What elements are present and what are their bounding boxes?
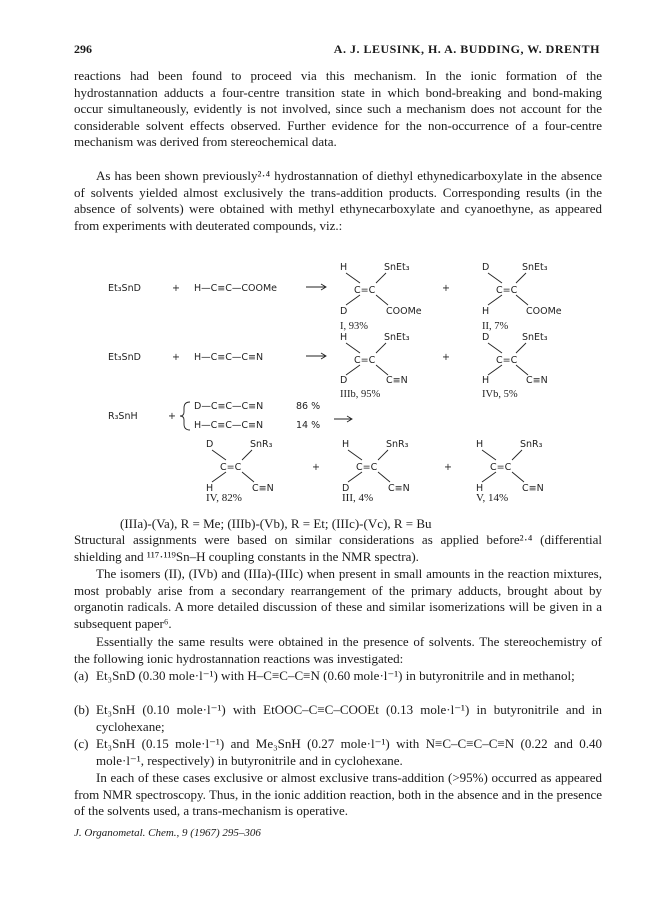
svg-text:I, 93%: I, 93% bbox=[340, 321, 368, 332]
svg-text:D: D bbox=[340, 375, 348, 386]
svg-text:H: H bbox=[342, 439, 350, 450]
running-header: A. J. LEUSINK, H. A. BUDDING, W. DRENTH bbox=[333, 42, 600, 56]
svg-text:H: H bbox=[340, 332, 348, 343]
svg-text:SnR₃: SnR₃ bbox=[250, 439, 273, 450]
svg-text:C≡N: C≡N bbox=[388, 483, 410, 494]
r2-plus-2: + bbox=[442, 352, 450, 363]
svg-text:SnR₃: SnR₃ bbox=[520, 439, 543, 450]
r1-product-1 bbox=[340, 262, 422, 332]
list-item-text: Et₃SnH (0.10 mole·l⁻¹) with EtOOC–C≡C–COOEt (0.13 mole·l⁻¹) in butyronitrile and in cyclohexane; bbox=[96, 702, 602, 734]
reaction-scheme bbox=[0, 256, 672, 496]
r2-reagent: Et₃SnD bbox=[108, 352, 141, 363]
list-item-text: Et₃SnH (0.15 mole·l⁻¹) and Me₃SnH (0.27 mole·l⁻¹) with N≡C–C≡C–C≡N (0.22 and 0.40 mole·l⁻¹, respectively) in butyronitrile and in cyclohexane. bbox=[96, 736, 602, 768]
r3-product-1 bbox=[206, 439, 274, 494]
list-item-label: (a) bbox=[74, 668, 89, 683]
journal-citation: J. Organometal. Chem., 9 (1967) 295–306 bbox=[74, 827, 261, 839]
r1-alkyne: H—C≡C—COOMe bbox=[194, 283, 277, 294]
r3-label-iii: III, 4% bbox=[342, 492, 374, 504]
svg-text:C≡N: C≡N bbox=[522, 483, 544, 494]
r3-product-2 bbox=[342, 439, 410, 494]
svg-text:SnEt₃: SnEt₃ bbox=[522, 262, 548, 273]
svg-text:H: H bbox=[340, 262, 348, 273]
list-item-a bbox=[74, 668, 602, 685]
svg-text:H: H bbox=[206, 483, 214, 494]
paragraph-3: Structural assignments were based on similar considerations as applied before²·⁴ (differential shielding and ¹¹⁷·¹¹⁹Sn–H coupling constants in the NMR spectra). bbox=[74, 532, 602, 564]
r3-reagent: R₃SnH bbox=[108, 411, 138, 422]
svg-text:D: D bbox=[206, 439, 214, 450]
svg-text:C=C: C=C bbox=[496, 355, 518, 366]
page-number: 296 bbox=[74, 42, 92, 56]
list-item-text: Et₃SnD (0.30 mole·l⁻¹) with H–C≡C–C≡N (0.60 mole·l⁻¹) in butyronitrile and in methanol; bbox=[96, 668, 575, 683]
paragraph-2: As has been shown previously²·⁴ hydrostannation of diethyl ethynedicarboxylate in the absence of solvents yielded almost exclusively the trans-addition products. Corresponding results (in the absence of solvents) were obtained with methyl ethynecarboxylate and cyanoethyne, as appeared from experiments with deuterated compounds, viz.: bbox=[74, 168, 602, 233]
svg-text:COOMe: COOMe bbox=[526, 306, 562, 317]
paragraph-4: The isomers (II), (IVb) and (IIIa)-(IIIc) when present in small amounts in the reaction mixtures, most probably arise from a secondary rearrangement of the primary adducts, brought about by organotin radicals. A more detailed discussion of these and similar isomerizations will be given in a subsequent paper⁶. bbox=[74, 566, 602, 631]
svg-text:SnEt₃: SnEt₃ bbox=[384, 332, 410, 343]
r1-reagent: Et₃SnD bbox=[108, 283, 141, 294]
svg-text:COOMe: COOMe bbox=[386, 306, 422, 317]
r2-plus: + bbox=[172, 352, 180, 363]
scheme-caption: (IIIa)-(Va), R = Me; (IIIb)-(Vb), R = Et; (IIIc)-(Vc), R = Bu bbox=[120, 516, 432, 531]
r1-plus-2: + bbox=[442, 283, 450, 294]
list-item-label: (c) bbox=[74, 736, 89, 751]
svg-text:H: H bbox=[482, 375, 490, 386]
r3-plus-2: + bbox=[312, 462, 320, 473]
svg-text:SnR₃: SnR₃ bbox=[386, 439, 409, 450]
paragraph-6: In each of these cases exclusive or almost exclusive trans-addition (>95%) occurred as appeared from NMR spectroscopy. Thus, in the ionic addition reaction, both in the absence and in the presence of the solvents used, a trans-mechanism is operative. bbox=[74, 770, 602, 819]
r3-alkyne-2: H—C≡C—C≡N bbox=[194, 420, 264, 431]
svg-text:C=C: C=C bbox=[496, 285, 518, 296]
r3-product-3 bbox=[476, 439, 544, 494]
r2-product-2 bbox=[482, 332, 548, 400]
svg-text:IIIb, 95%: IIIb, 95% bbox=[340, 389, 381, 400]
svg-text:IVb, 5%: IVb, 5% bbox=[482, 389, 518, 400]
paragraph-5: Essentially the same results were obtained in the presence of solvents. The stereochemistry of the following ionic hydrostannation reactions was investigated: bbox=[74, 634, 602, 666]
r2-product-1 bbox=[340, 332, 410, 400]
r3-plus-3: + bbox=[444, 462, 452, 473]
svg-text:II, 7%: II, 7% bbox=[482, 321, 509, 332]
svg-text:C=C: C=C bbox=[220, 462, 242, 473]
r3-pct-1: 86 % bbox=[296, 401, 321, 412]
r3-pct-2: 14 % bbox=[296, 420, 321, 431]
r3-alkyne-1: D—C≡C—C≡N bbox=[194, 401, 264, 412]
r3-label-iv: IV, 82% bbox=[206, 492, 242, 504]
svg-text:SnEt₃: SnEt₃ bbox=[384, 262, 410, 273]
r2-alkyne: H—C≡C—C≡N bbox=[194, 352, 264, 363]
svg-text:C≡N: C≡N bbox=[252, 483, 274, 494]
svg-text:H: H bbox=[482, 306, 490, 317]
svg-text:D: D bbox=[482, 332, 490, 343]
svg-text:C≡N: C≡N bbox=[526, 375, 548, 386]
svg-text:D: D bbox=[342, 483, 350, 494]
svg-text:C=C: C=C bbox=[490, 462, 512, 473]
svg-text:H: H bbox=[476, 439, 484, 450]
svg-text:C≡N: C≡N bbox=[386, 375, 408, 386]
list-item-label: (b) bbox=[74, 702, 90, 717]
svg-text:H: H bbox=[476, 483, 484, 494]
r1-product-2 bbox=[482, 262, 562, 332]
svg-text:C=C: C=C bbox=[356, 462, 378, 473]
list-item-b bbox=[74, 702, 602, 735]
svg-text:D: D bbox=[482, 262, 490, 273]
r1-plus: + bbox=[172, 283, 180, 294]
svg-text:D: D bbox=[340, 306, 348, 317]
paragraph-1: reactions had been found to proceed via this mechanism. In the ionic formation of the hydrostannation adducts a four-centre transition state in which bond-breaking and bond-making occur simultaneously, evidently is not involved, since such a mechanism does not account for the considerable solvent effects observed. Further evidence for the non-occurrence of a four-centre mechanism was derived from stereochemical data. bbox=[74, 68, 602, 150]
svg-text:C=C: C=C bbox=[354, 355, 376, 366]
r3-label-v: V, 14% bbox=[476, 492, 509, 504]
r3-plus: + bbox=[168, 411, 176, 422]
r3-brace bbox=[180, 402, 190, 430]
svg-text:C=C: C=C bbox=[354, 285, 376, 296]
svg-text:SnEt₃: SnEt₃ bbox=[522, 332, 548, 343]
list-item-c bbox=[74, 736, 602, 769]
